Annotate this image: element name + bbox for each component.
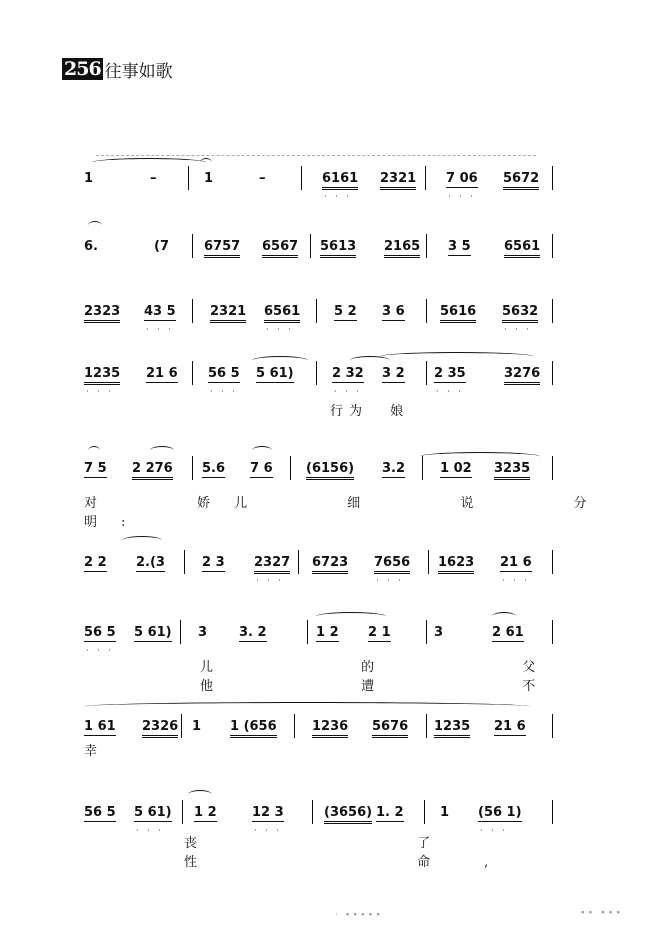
note-group: 5672 [503,172,539,190]
slur-mark [84,702,530,711]
bar-line [182,800,183,824]
octave-dots: · · · [266,325,294,334]
bar-line [428,550,429,574]
note-group: (3656) [324,806,372,824]
note-group: 2 1 [368,625,391,640]
page-number: 256 [64,58,101,80]
note-group: (6156) [306,462,354,480]
slur-mark [380,352,534,361]
score-row [84,556,554,616]
note-group: 5 2 [334,304,357,319]
slur-mark [252,356,308,365]
bar-line [192,361,193,385]
footer-noise-right: ∙∙ ∙∙∙ [580,908,624,918]
bar-line [426,234,427,258]
book-title: 往事如歌 [104,61,173,82]
octave-dots: · · · [324,192,352,201]
slur-mark [150,446,174,455]
octave-dots: · · · [504,325,532,334]
note-group: 2 32 [332,366,364,381]
octave-dots: · · · [334,387,362,396]
bar-line [184,550,185,574]
slur-mark [200,158,212,167]
octave-dots: · · · [136,826,164,835]
note-group: 6161 [322,172,358,190]
slur-mark [88,446,100,455]
note-group: 6567 [262,240,298,258]
note-group: 21 6 [500,555,532,570]
note-group: 7656 [374,556,410,574]
note-group: 2327 [254,556,290,574]
bar-line [552,800,553,824]
bar-line [312,800,313,824]
bar-line [310,234,311,258]
note-group: 5616 [440,305,476,323]
note-group: 2 61 [492,625,524,640]
bar-line [552,550,553,574]
slur-mark [188,790,212,799]
score-row [84,240,554,300]
note-group: 2323 [84,305,120,323]
note-group: 43 5 [144,304,176,319]
bar-line [424,800,425,824]
lyrics-line: 幸 [84,744,98,759]
octave-dots: · · · [480,826,508,835]
slur-mark [252,446,272,455]
bar-line [294,714,295,738]
note-group: 2 3 [202,555,225,570]
octave-dots: · · · [254,826,282,835]
note-group: 56 5 [84,805,116,820]
note-group: 1 [440,805,450,820]
note-group: – [150,171,157,186]
note-group: 5613 [320,240,356,258]
bar-line [180,620,181,644]
note-group: 1235 [84,367,120,385]
bar-line [425,166,426,190]
bar-line [552,456,553,480]
note-group: 5 61) [256,366,294,381]
bar-line [298,550,299,574]
note-group: 6561 [264,305,300,323]
note-group: 1235 [434,720,470,738]
bar-line [192,456,193,480]
bar-line [426,714,427,738]
note-group: 2321 [380,172,416,190]
footer-noise: · ∙∙∙∙∙ [335,910,383,920]
score-row [84,367,554,427]
note-group: 1 (656 [230,720,277,738]
bar-line [426,361,427,385]
note-group: 7 6 [250,461,273,476]
note-group: 6561 [504,240,540,258]
slur-mark [92,158,206,167]
note-group: 6757 [204,240,240,258]
note-group: 2165 [384,240,420,258]
note-group: 21 6 [146,366,178,381]
lyrics-line: 丧 了 性 命, [184,836,543,870]
note-group: 7 5 [84,461,107,476]
bar-line [552,166,553,190]
octave-dots: · · · [146,325,174,334]
note-group: 1 [84,171,94,186]
note-group: 3235 [494,462,530,480]
bar-line [552,714,553,738]
note-group: 1 2 [194,805,217,820]
note-group: 1 [204,171,214,186]
octave-dots: · · · [436,387,464,396]
bar-line [552,234,553,258]
bar-line [192,299,193,323]
note-group: – [259,171,266,186]
note-group: 3 2 [382,366,405,381]
bar-line [181,714,182,738]
note-group: 56 5 [208,366,240,381]
note-group: 56 5 [84,625,116,640]
slur-mark [316,612,386,621]
octave-dots: · · · [210,387,238,396]
note-group: 1 [192,719,202,734]
bar-line [290,456,291,480]
bar-line [426,299,427,323]
lyrics-line: 儿 的 父 他 遭 不 [200,660,572,694]
bar-line [316,361,317,385]
note-group: (56 1) [478,805,522,820]
note-group: 5 61) [134,625,172,640]
note-group: 5.6 [202,461,226,476]
note-group: 3 [198,625,208,640]
note-group: 5 61) [134,805,172,820]
bar-line [552,620,553,644]
lyrics-line: 行为 娘 [330,404,410,419]
bar-line [192,234,193,258]
note-group: 5632 [502,305,538,323]
note-group: 2.(3 [136,555,165,570]
bar-line [188,166,189,190]
slur-mark [122,536,162,545]
note-group: 5676 [372,720,408,738]
note-group: 3 [434,625,444,640]
note-group: 3276 [504,367,540,385]
note-group: 1 02 [440,461,472,476]
note-group: (7 [154,239,169,254]
note-group: 2321 [210,305,246,323]
note-group: 2326 [142,720,178,738]
score-row [84,720,554,780]
note-group: 2 2 [84,555,107,570]
slur-mark [420,452,540,461]
octave-dots: · · · [86,387,114,396]
note-group: 3.2 [382,461,406,476]
note-group: 1623 [438,556,474,574]
slur-mark [492,612,516,621]
bar-line [316,299,317,323]
note-group: 2 276 [132,462,173,480]
note-group: 21 6 [494,719,526,734]
bar-line [552,299,553,323]
note-group: 3. 2 [239,625,267,640]
lyrics-line: 对 娇儿 细 说 分 明: [84,496,611,530]
note-group: 1236 [312,720,348,738]
octave-dots: · · · [86,646,114,655]
note-group: 12 3 [252,805,284,820]
score-row [84,172,554,232]
note-group: 3 5 [448,239,471,254]
note-group: 1 2 [316,625,339,640]
note-group: 3 6 [382,304,405,319]
slur-mark [88,221,102,230]
octave-dots: · · · [448,192,476,201]
bar-line [552,361,553,385]
bar-line [426,620,427,644]
octave-dots: · · · [256,576,284,585]
note-group: 6723 [312,556,348,574]
note-group: 1. 2 [376,805,404,820]
note-group: 6. [84,239,98,254]
note-group: 1 61 [84,719,116,734]
octave-dots: · · · [376,576,404,585]
note-group: 7 06 [446,171,478,186]
note-group: 2 35 [434,366,466,381]
octave-dots: · · · [502,576,530,585]
bar-line [307,620,308,644]
bar-line [301,166,302,190]
